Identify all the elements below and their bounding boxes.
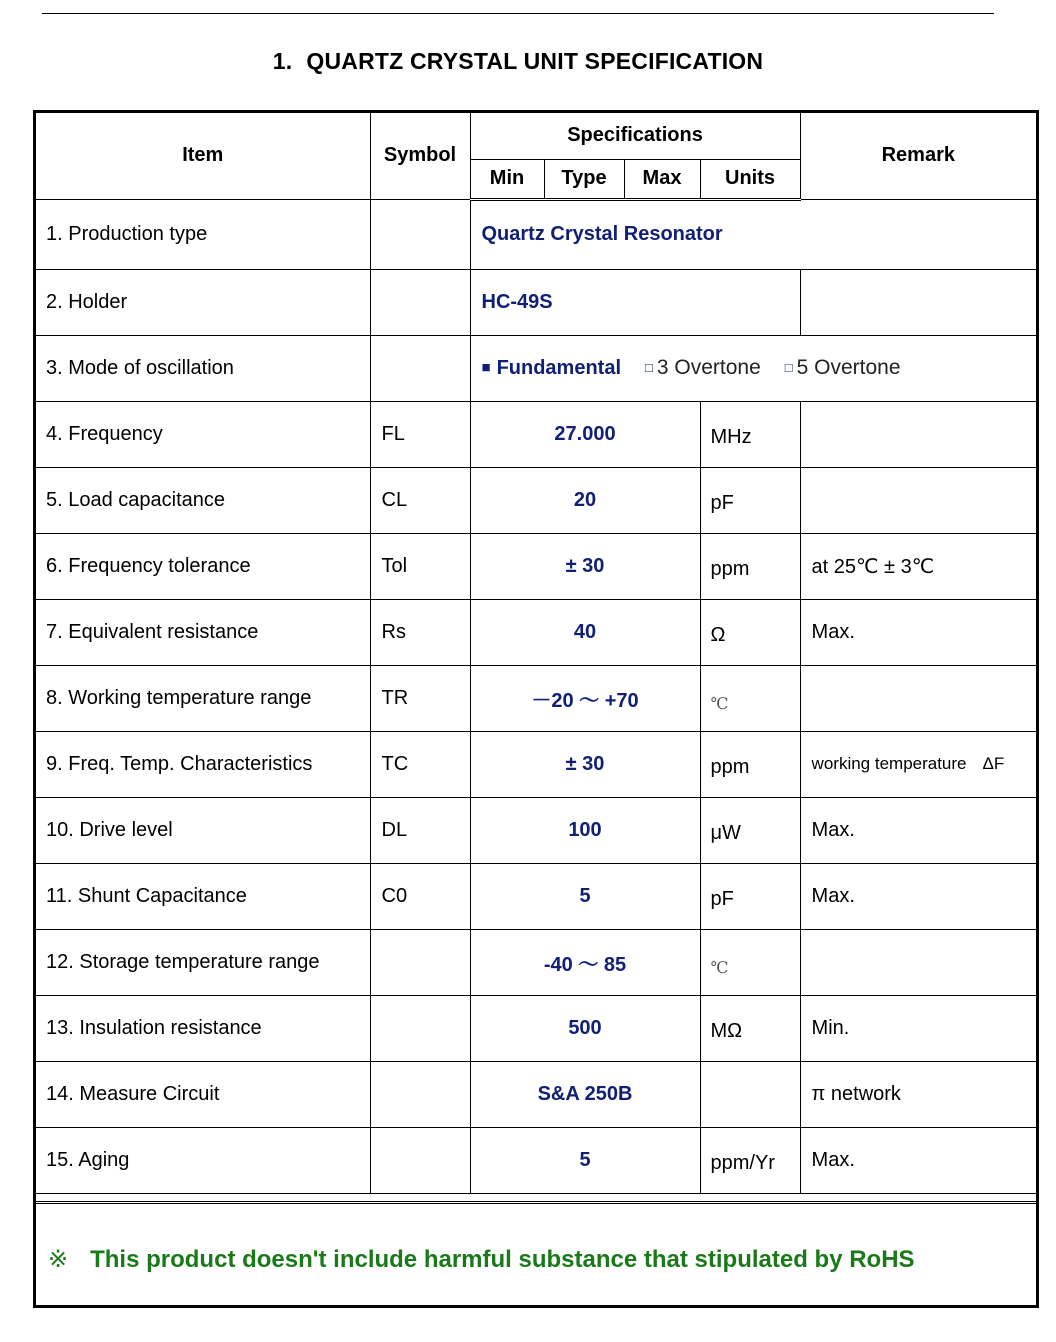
symbol-cell: FL <box>370 401 470 467</box>
remark-cell: Max. <box>800 863 1036 929</box>
table-row <box>36 995 1036 1061</box>
item-cell: 14. Measure Circuit <box>36 1061 370 1127</box>
item-cell: 5. Load capacitance <box>36 467 370 533</box>
table-row <box>36 533 1036 599</box>
table-row <box>36 401 1036 467</box>
item-cell: 8. Working temperature range <box>36 665 370 731</box>
table-row <box>36 269 1036 335</box>
remark-cell <box>800 731 1036 797</box>
symbol-cell: TC <box>370 731 470 797</box>
remark-cell <box>800 665 1036 731</box>
table-row <box>36 199 1036 269</box>
table-row <box>36 731 1036 797</box>
remark-cell <box>800 401 1036 467</box>
value-cell: -40 ～ 85 <box>470 929 700 995</box>
value-cell: 20 <box>470 467 700 533</box>
unit-cell <box>700 1061 800 1127</box>
symbol-cell <box>370 929 470 995</box>
rohs-notice <box>48 1245 915 1274</box>
table-row <box>36 599 1036 665</box>
header-remark: Remark <box>800 113 1036 199</box>
item-cell: 3. Mode of oscillation <box>36 335 370 401</box>
unit-cell: ℃ <box>700 929 800 995</box>
symbol-cell <box>370 199 470 269</box>
empty-square-icon: □ <box>784 360 793 375</box>
item-cell: 12. Storage temperature range <box>36 929 370 995</box>
remark-cell: Max. <box>800 797 1036 863</box>
value-cell: 27.000 <box>470 401 700 467</box>
spec-table-frame <box>33 110 1039 1308</box>
unit-cell: pF <box>700 863 800 929</box>
table-row <box>36 1127 1036 1193</box>
header-type: Type <box>544 159 624 199</box>
item-cell: 11. Shunt Capacitance <box>36 863 370 929</box>
rohs-text: This product doesn't include harmful substance that stipulated by RoHS <box>90 1246 915 1273</box>
symbol-cell <box>370 1127 470 1193</box>
remark-cell <box>800 467 1036 533</box>
remark-cell: Max. <box>800 599 1036 665</box>
symbol-cell: DL <box>370 797 470 863</box>
unit-cell: pF <box>700 467 800 533</box>
page-title <box>0 48 1036 75</box>
remark-text: working temperature <box>811 754 967 773</box>
unit-cell: ppm <box>700 731 800 797</box>
title-text: QUARTZ CRYSTAL UNIT SPECIFICATION <box>306 48 764 74</box>
remark-cell <box>800 929 1036 995</box>
table-row <box>36 863 1036 929</box>
item-cell: 10. Drive level <box>36 797 370 863</box>
item-cell: 15. Aging <box>36 1127 370 1193</box>
top-rule <box>42 13 994 14</box>
item-cell: 13. Insulation resistance <box>36 995 370 1061</box>
reference-mark-icon: ※ <box>48 1246 69 1273</box>
item-cell: 6. Frequency tolerance <box>36 533 370 599</box>
value-cell: 40 <box>470 599 700 665</box>
table-row <box>36 335 1036 401</box>
selected-square-icon: ■ <box>481 359 491 376</box>
value-cell: 5 <box>470 863 700 929</box>
symbol-cell <box>370 995 470 1061</box>
table-row <box>36 665 1036 731</box>
value-cell: ± 30 <box>470 731 700 797</box>
header-symbol: Symbol <box>370 113 470 199</box>
empty-square-icon: □ <box>645 360 653 375</box>
mode-option: 5 Overtone <box>796 356 901 379</box>
unit-cell: μW <box>700 797 800 863</box>
remark-cell: Max. <box>800 1127 1036 1193</box>
unit-cell: MHz <box>700 401 800 467</box>
unit-cell: ppm/Yr <box>700 1127 800 1193</box>
header-specifications: Specifications <box>470 113 800 159</box>
unit-cell: Ω <box>700 599 800 665</box>
table-row <box>36 1061 1036 1127</box>
value-cell: －20 ～ +70 <box>470 665 700 731</box>
remark-cell: at 25℃ ± 3℃ <box>800 533 1036 599</box>
item-cell: 7. Equivalent resistance <box>36 599 370 665</box>
item-cell: 1. Production type <box>36 199 370 269</box>
title-number: 1. <box>272 48 293 74</box>
rohs-separator <box>36 1201 1036 1204</box>
symbol-cell: C0 <box>370 863 470 929</box>
value-cell: 500 <box>470 995 700 1061</box>
symbol-cell: CL <box>370 467 470 533</box>
symbol-cell: TR <box>370 665 470 731</box>
header-max: Max <box>624 159 700 199</box>
header-units: Units <box>700 159 800 199</box>
remark-delta-f: ΔF <box>982 754 1005 773</box>
table-row <box>36 467 1036 533</box>
spec-table <box>36 113 1036 1194</box>
header-item: Item <box>36 113 370 199</box>
mode-option: 3 Overtone <box>656 356 761 379</box>
value-cell: Quartz Crystal Resonator <box>470 199 1036 269</box>
value-cell: ± 30 <box>470 533 700 599</box>
item-cell: 9. Freq. Temp. Characteristics <box>36 731 370 797</box>
symbol-cell <box>370 335 470 401</box>
item-cell: 2. Holder <box>36 269 370 335</box>
remark-cell: Min. <box>800 995 1036 1061</box>
table-row <box>36 929 1036 995</box>
value-cell: 5 <box>470 1127 700 1193</box>
symbol-cell <box>370 1061 470 1127</box>
header-min: Min <box>470 159 544 199</box>
value-cell: S&A 250B <box>470 1061 700 1127</box>
oscillation-mode-cell <box>470 335 1036 401</box>
symbol-cell: Rs <box>370 599 470 665</box>
unit-cell: ℃ <box>700 665 800 731</box>
mode-selected: Fundamental <box>496 357 622 379</box>
unit-cell: ppm <box>700 533 800 599</box>
value-cell: HC-49S <box>470 269 800 335</box>
symbol-cell: Tol <box>370 533 470 599</box>
unit-cell: MΩ <box>700 995 800 1061</box>
item-cell: 4. Frequency <box>36 401 370 467</box>
table-row <box>36 797 1036 863</box>
remark-cell <box>800 269 1036 335</box>
symbol-cell <box>370 269 470 335</box>
remark-cell: π network <box>800 1061 1036 1127</box>
value-cell: 100 <box>470 797 700 863</box>
